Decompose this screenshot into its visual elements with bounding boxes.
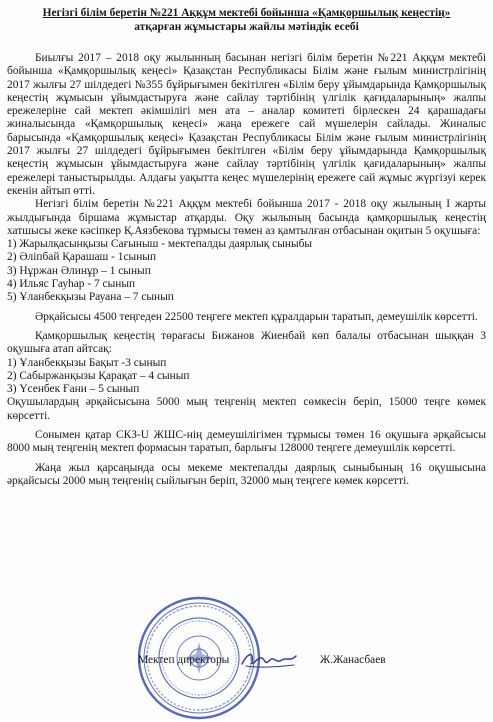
title-line-1: Негізгі білім беретін №221 Аққұм мектебі бойынша «Қамқоршылық кеңестің» <box>42 7 451 19</box>
list-item: 5) Ұланбекқызы Рауана – 7 сынып <box>7 291 174 304</box>
list-item: 1) Жарылқасынқызы Сағыныш - мектепалды даярлық сыныбы <box>7 238 313 251</box>
paragraph-7: Жаңа жыл қарсаңында осы мекеме мектепалды даярлық сыныбының 16 оқушысына әрқайсысы 2000 мың теңгенің сыйлығын беріп, 32000 мың теңгеге көмек көрсетті. <box>7 461 486 487</box>
document-title <box>7 6 486 34</box>
list-item: 1) Ұланбекқызы Бақыт -3 сынып <box>7 356 167 369</box>
list-item: 3) Нұржан Әлинұр – 1 сынып <box>7 264 151 277</box>
document-body <box>7 52 486 488</box>
paragraph-3: Әрқайсысы 4500 теңгеден 22500 теңгеге мектеп құралдарын таратып, демеушілік көрсетті. <box>35 310 478 323</box>
paragraph-6: Сонымен қатар СКЗ-U ЖШС-нің демеушілігімен тұрмысы төмен 16 оқушыға әрқайсысы 8000 мың теңгенің мектеп формасын таратып, барлығы 128000 теңгеге демеушілік көрсетті. <box>7 429 486 455</box>
paragraph-1: Биылғы 2017 – 2018 оқу жылынның басынан негізгі білім беретін №221 Аққұм мектебі бойынша «Қамқоршылық кеңесі» Қазақстан Республикасы Білім және ғылым министрлігінің 2017 жылғы 27 шілдедегі №355 бұйрығымен бекітілген «Білім беру ұйымдарында Қамқоршылық кеңестің жұмысын ұйымдастыруға және сайлау тәртібінің үлгілік қағидаларының» жалпы ережелеріне сай мектеп әкімшілігі мен ата – аналар комитеті бірлескен 24 қарашадағы жиналысында «Қамқоршылық кеңесі» жаңа ережеге сай мүшелерін сайлады. Жиналыс барысында «Қамқоршылық кеңесі» Қазақстан Республикасы Білім және ғылым министрлігінің 2017 жылғы 27 шілдедегі бұйрығымен бекітілген «Білім беру ұйымдарында Қамқоршылық кеңестің жұмысын ұйымдастыруға және сайлау тәртібінің үлгілік қағидаларының» жалпы ережелері таныстырылды. Алдағы уақытта кеңес мүшелерінің ережеге сай жұмыс жүргізуі керек екенін айтып өтті. <box>7 52 486 197</box>
list-item: 4) Ильяс Гауһар - 7 сынып <box>7 278 136 291</box>
signatory-name: Ж.Жанасбаев <box>320 654 386 666</box>
handwritten-signature <box>238 648 300 672</box>
signature-block <box>0 650 493 672</box>
student-list-2 <box>7 357 486 397</box>
list-item: 2) Сабыржанқызы Қарақат – 4 сынып <box>7 369 190 382</box>
list-item: 3) Үсенбек Ғани – 5 сынып <box>7 383 140 396</box>
signatory-role: Мектеп директоры <box>138 654 230 666</box>
paragraph-4: Қамқоршылық кеңестің төрағасы Бижанов Жиенбай көп балалы отбасынан шыққан 3 оқушыға атап айтсақ: <box>7 329 486 356</box>
student-list-1 <box>7 238 486 304</box>
list-item: 2) Әлiпбай Қарашаш - 1сынып <box>7 251 157 264</box>
paragraph-5: Оқушылардың әрқайсысына 5000 мың теңгенің мектеп сөмкесін беріп, 15000 теңге көмек көрсетті. <box>7 396 486 422</box>
title-line-2: атқарған жұмыстары жайлы мәтіндік есебі <box>134 21 359 33</box>
paragraph-2: Негізгі білім беретін №221 Аққұм мектебі бойынша 2017 - 2018 оқу жылының I жарты жылдығында біршама жұмыстар атқарды. Оқу жылының басында қамқоршылық кеңестің хатшысы жеке кәсіпкер Қ.Аязбекова тұрмысы төмен аз қамтылған отбасынан оқитын 5 оқушыға: <box>7 198 486 237</box>
